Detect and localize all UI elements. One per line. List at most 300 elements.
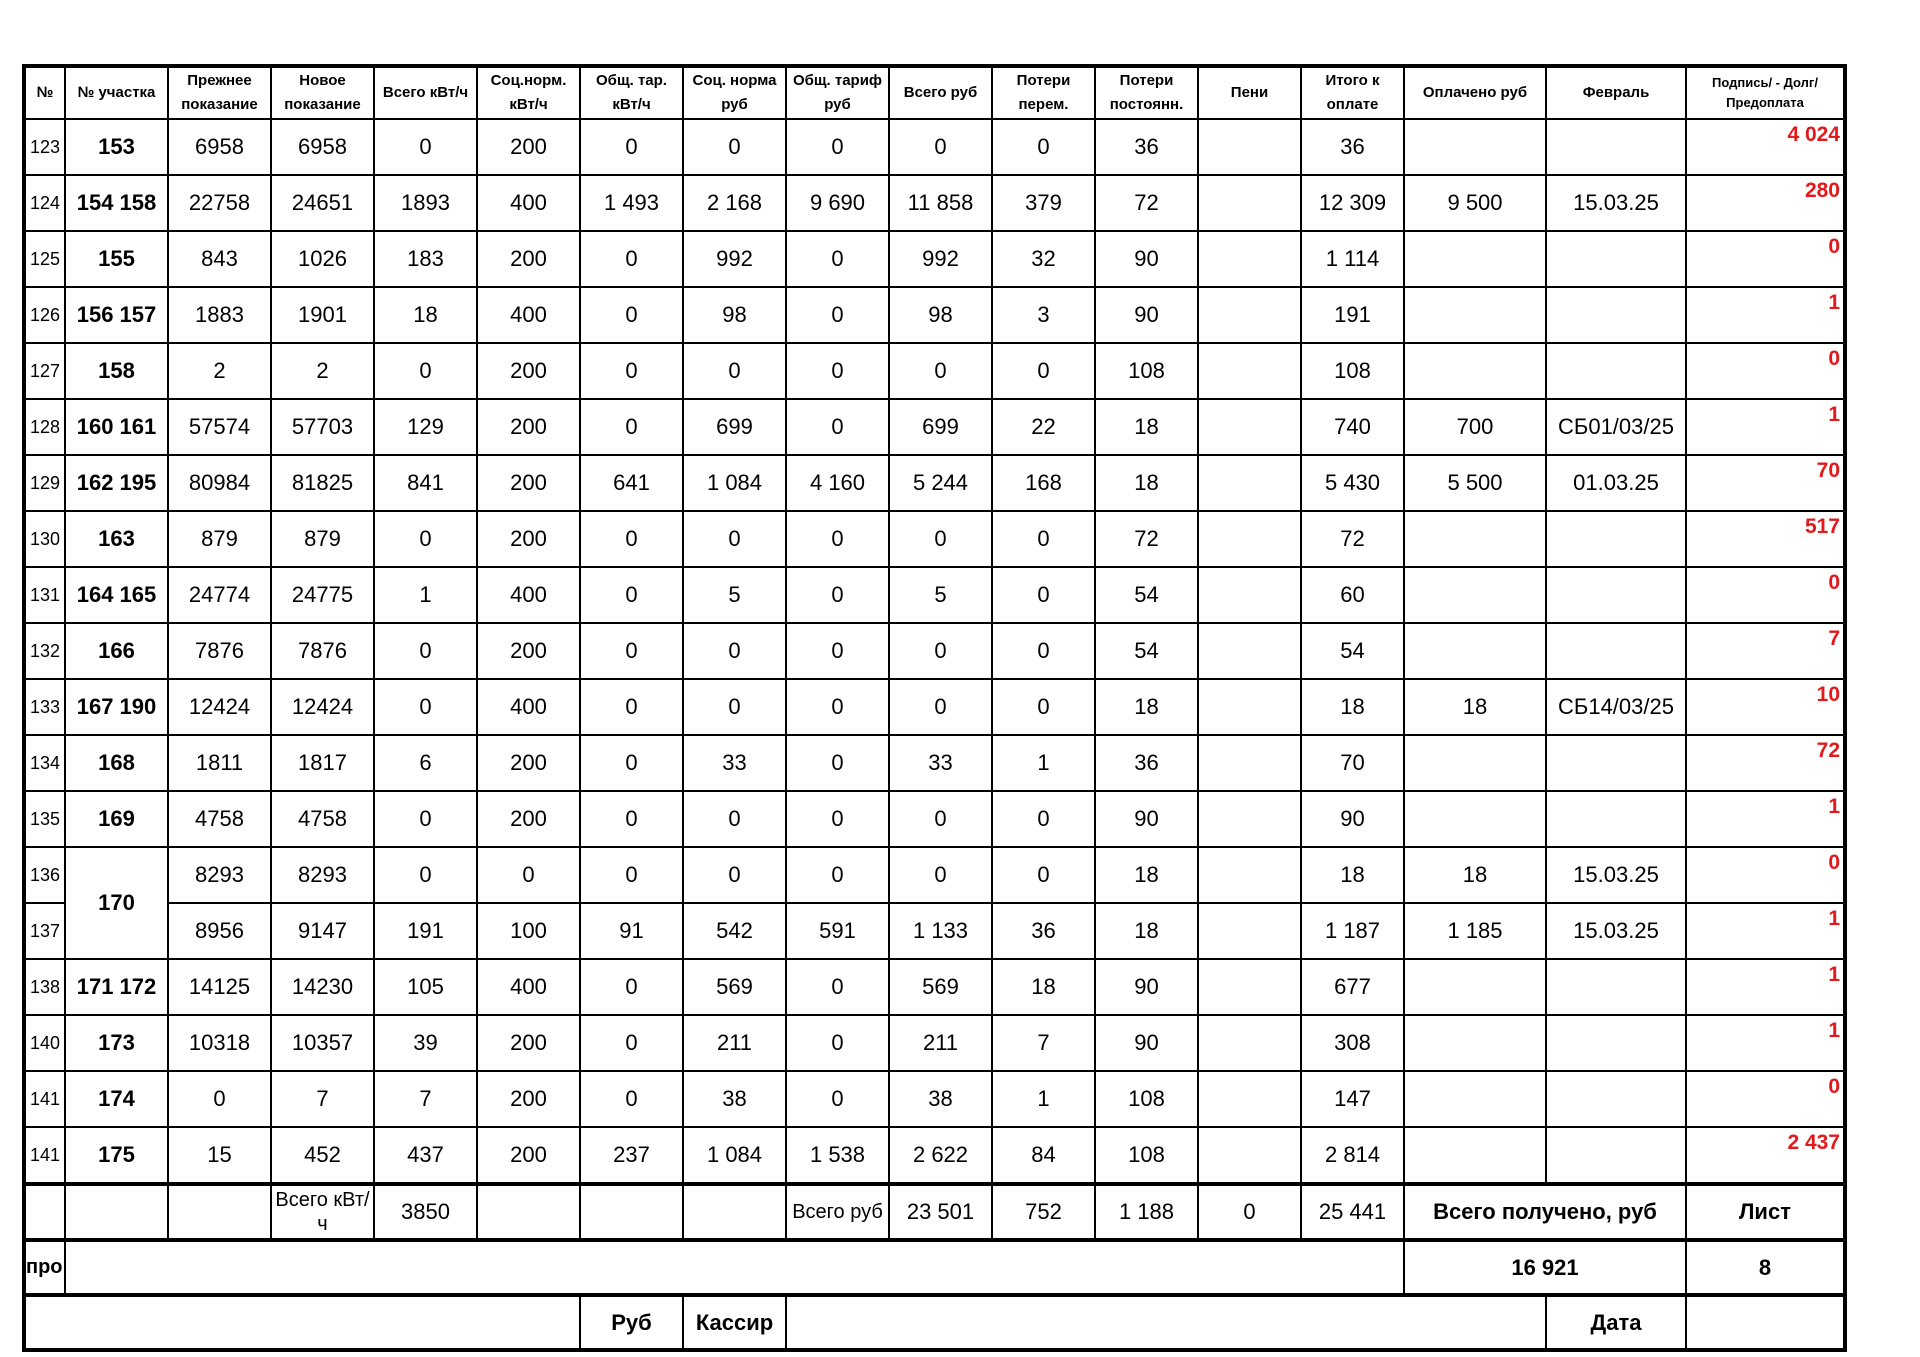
cell-gen-tar-rub: 0: [786, 287, 889, 343]
cell-total-rub: 569: [889, 959, 992, 1015]
cell-gen-tar-rub: 0: [786, 567, 889, 623]
cell-soc-norm-rub: 0: [683, 623, 786, 679]
cell-total-rub: 0: [889, 679, 992, 735]
cell-plot: 160 161: [65, 399, 168, 455]
cell-debt: 0: [1686, 847, 1845, 903]
cell-loss-const: 36: [1095, 119, 1198, 175]
cell-new: 8293: [271, 847, 374, 903]
cell-soc-norm-kwh: 200: [477, 1071, 580, 1127]
cell-plot: 168: [65, 735, 168, 791]
cell-gen-tar-kwh: 0: [580, 959, 683, 1015]
cell-total-rub: 5: [889, 567, 992, 623]
cell-gen-tar-kwh: 0: [580, 231, 683, 287]
cell-total-kwh: 1893: [374, 175, 477, 231]
cell-loss-var: 0: [992, 343, 1095, 399]
table-row: [24, 119, 1845, 175]
cell-new: 1901: [271, 287, 374, 343]
cell-due: 54: [1301, 623, 1404, 679]
cell-gen-tar-rub: 591: [786, 903, 889, 959]
cell-total-kwh: 1: [374, 567, 477, 623]
cell-soc-norm-kwh: 200: [477, 735, 580, 791]
cell-soc-norm-kwh: 200: [477, 1015, 580, 1071]
cell-debt: 517: [1686, 511, 1845, 567]
cell-total-rub: 0: [889, 623, 992, 679]
cell-paid: [1404, 623, 1546, 679]
cell-loss-const: 108: [1095, 1127, 1198, 1184]
cell-loss-var: 0: [992, 511, 1095, 567]
cell-soc-norm-rub: 5: [683, 567, 786, 623]
cell-gen-tar-rub: 0: [786, 791, 889, 847]
cell-soc-norm-rub: 98: [683, 287, 786, 343]
cell-gen-tar-rub: 0: [786, 679, 889, 735]
cell-due: 1 187: [1301, 903, 1404, 959]
cell-prev: 843: [168, 231, 271, 287]
cell-loss-var: 0: [992, 567, 1095, 623]
table-row: [24, 455, 1845, 511]
summary-sheet-label: Лист: [1686, 1184, 1845, 1240]
cell-prev: 7876: [168, 623, 271, 679]
cell-soc-norm-rub: 569: [683, 959, 786, 1015]
cell-paid: 18: [1404, 679, 1546, 735]
cell-gen-tar-rub: 0: [786, 399, 889, 455]
summary-empty: [65, 1184, 168, 1240]
cell-num: 136: [24, 847, 65, 903]
cell-new: 1026: [271, 231, 374, 287]
cell-total-kwh: 129: [374, 399, 477, 455]
cell-soc-norm-kwh: 200: [477, 1127, 580, 1184]
col-loss-const: Потери постоянн.: [1095, 66, 1198, 119]
col-total-kwh: Всего кВт/ч: [374, 66, 477, 119]
cell-debt: 0: [1686, 343, 1845, 399]
cell-date: 15.03.25: [1546, 175, 1686, 231]
cell-loss-var: 0: [992, 791, 1095, 847]
cell-num: 125: [24, 231, 65, 287]
table-row: [24, 399, 1845, 455]
sheet-number: 8: [1686, 1240, 1845, 1295]
cell-total-rub: 0: [889, 791, 992, 847]
cell-total-rub: 0: [889, 119, 992, 175]
summary-loss-const: 1 188: [1095, 1184, 1198, 1240]
sig-date-field: [1686, 1295, 1845, 1350]
cell-new: 12424: [271, 679, 374, 735]
cell-soc-norm-rub: 0: [683, 119, 786, 175]
sig-cashier-label: Кассир: [683, 1295, 786, 1350]
cell-soc-norm-rub: 1 084: [683, 455, 786, 511]
cell-due: 12 309: [1301, 175, 1404, 231]
cell-loss-var: 84: [992, 1127, 1095, 1184]
cell-loss-const: 72: [1095, 511, 1198, 567]
cell-penalty: [1198, 567, 1301, 623]
received-total: 16 921: [1404, 1240, 1686, 1295]
cell-total-kwh: 841: [374, 455, 477, 511]
cell-due: 72: [1301, 511, 1404, 567]
cell-penalty: [1198, 791, 1301, 847]
cell-soc-norm-kwh: 200: [477, 455, 580, 511]
summary-received-label: Всего получено, руб: [1404, 1184, 1686, 1240]
cell-loss-const: 18: [1095, 903, 1198, 959]
cell-loss-const: 18: [1095, 455, 1198, 511]
col-paid: Оплачено руб: [1404, 66, 1546, 119]
table-row: [24, 623, 1845, 679]
cell-date: [1546, 791, 1686, 847]
cell-due: 18: [1301, 679, 1404, 735]
cell-num: 124: [24, 175, 65, 231]
cell-prev: 14125: [168, 959, 271, 1015]
table-row: [24, 231, 1845, 287]
table-row: [24, 735, 1845, 791]
cell-plot: 171 172: [65, 959, 168, 1015]
cell-soc-norm-kwh: 100: [477, 903, 580, 959]
cell-gen-tar-rub: 0: [786, 847, 889, 903]
cell-due: 90: [1301, 791, 1404, 847]
cell-date: 01.03.25: [1546, 455, 1686, 511]
cell-prev: 6958: [168, 119, 271, 175]
cell-soc-norm-rub: 0: [683, 343, 786, 399]
cell-soc-norm-rub: 33: [683, 735, 786, 791]
cell-penalty: [1198, 455, 1301, 511]
cell-gen-tar-rub: 0: [786, 119, 889, 175]
summary-total-kwh-label: Всего кВт/ч: [271, 1184, 374, 1240]
cell-debt: 280: [1686, 175, 1845, 231]
cell-num: 133: [24, 679, 65, 735]
cell-debt: 1: [1686, 399, 1845, 455]
cell-new: 9147: [271, 903, 374, 959]
cell-loss-const: 72: [1095, 175, 1198, 231]
cell-new: 57703: [271, 399, 374, 455]
cell-new: 24775: [271, 567, 374, 623]
cell-total-rub: 33: [889, 735, 992, 791]
cell-loss-var: 3: [992, 287, 1095, 343]
cell-gen-tar-kwh: 0: [580, 791, 683, 847]
cell-date: [1546, 1127, 1686, 1184]
cell-soc-norm-kwh: 200: [477, 623, 580, 679]
cell-soc-norm-rub: 2 168: [683, 175, 786, 231]
table-row: [24, 567, 1845, 623]
cell-num: 137: [24, 903, 65, 959]
table-row: [24, 959, 1845, 1015]
cell-num: 134: [24, 735, 65, 791]
cell-penalty: [1198, 287, 1301, 343]
cell-penalty: [1198, 1015, 1301, 1071]
cell-gen-tar-kwh: 0: [580, 623, 683, 679]
col-total-rub: Всего руб: [889, 66, 992, 119]
cell-loss-var: 18: [992, 959, 1095, 1015]
cell-prev: 22758: [168, 175, 271, 231]
cell-total-rub: 11 858: [889, 175, 992, 231]
pro-empty: [65, 1240, 1404, 1295]
cell-gen-tar-kwh: 1 493: [580, 175, 683, 231]
cell-total-rub: 5 244: [889, 455, 992, 511]
cell-loss-const: 36: [1095, 735, 1198, 791]
cell-loss-const: 18: [1095, 679, 1198, 735]
cell-paid: [1404, 567, 1546, 623]
cell-paid: [1404, 791, 1546, 847]
cell-total-rub: 98: [889, 287, 992, 343]
data-rows: [24, 119, 1845, 1184]
table-row: [24, 287, 1845, 343]
cell-total-rub: 1 133: [889, 903, 992, 959]
cell-soc-norm-kwh: 200: [477, 399, 580, 455]
cell-plot: 153: [65, 119, 168, 175]
cell-new: 7876: [271, 623, 374, 679]
cell-plot: 170: [65, 847, 168, 959]
table-row: [24, 1127, 1845, 1184]
cell-date: [1546, 231, 1686, 287]
cell-soc-norm-kwh: 200: [477, 791, 580, 847]
cell-paid: 700: [1404, 399, 1546, 455]
cell-soc-norm-rub: 542: [683, 903, 786, 959]
cell-loss-const: 90: [1095, 287, 1198, 343]
cell-prev: 8293: [168, 847, 271, 903]
cell-total-kwh: 39: [374, 1015, 477, 1071]
cell-new: 4758: [271, 791, 374, 847]
cell-penalty: [1198, 1071, 1301, 1127]
cell-penalty: [1198, 735, 1301, 791]
cell-date: СБ01/03/25: [1546, 399, 1686, 455]
cell-paid: [1404, 1015, 1546, 1071]
cell-date: [1546, 1015, 1686, 1071]
col-soc-norm-kwh: Соц.норм. кВт/ч: [477, 66, 580, 119]
cell-penalty: [1198, 343, 1301, 399]
cell-penalty: [1198, 679, 1301, 735]
cell-plot: 163: [65, 511, 168, 567]
cell-total-rub: 699: [889, 399, 992, 455]
cell-prev: 4758: [168, 791, 271, 847]
cell-loss-var: 0: [992, 623, 1095, 679]
cell-total-kwh: 0: [374, 511, 477, 567]
sig-cashier-field: [786, 1295, 1546, 1350]
cell-due: 740: [1301, 399, 1404, 455]
cell-plot: 174: [65, 1071, 168, 1127]
cell-new: 2: [271, 343, 374, 399]
cell-paid: [1404, 1127, 1546, 1184]
cell-loss-const: 90: [1095, 1015, 1198, 1071]
cell-soc-norm-kwh: 400: [477, 287, 580, 343]
summary-empty: [683, 1184, 786, 1240]
cell-due: 677: [1301, 959, 1404, 1015]
col-month: Февраль: [1546, 66, 1686, 119]
cell-plot: 175: [65, 1127, 168, 1184]
cell-total-rub: 2 622: [889, 1127, 992, 1184]
cell-loss-const: 90: [1095, 791, 1198, 847]
cell-gen-tar-kwh: 0: [580, 567, 683, 623]
col-prev: Прежнее показание: [168, 66, 271, 119]
cell-prev: 12424: [168, 679, 271, 735]
cell-loss-const: 18: [1095, 847, 1198, 903]
cell-due: 308: [1301, 1015, 1404, 1071]
cell-prev: 1883: [168, 287, 271, 343]
cell-total-kwh: 0: [374, 623, 477, 679]
cell-due: 1 114: [1301, 231, 1404, 287]
col-loss-var: Потери перем.: [992, 66, 1095, 119]
cell-total-kwh: 0: [374, 119, 477, 175]
cell-gen-tar-rub: 0: [786, 959, 889, 1015]
cell-total-kwh: 437: [374, 1127, 477, 1184]
cell-plot: 166: [65, 623, 168, 679]
cell-date: 15.03.25: [1546, 847, 1686, 903]
summary-due: 25 441: [1301, 1184, 1404, 1240]
cell-total-kwh: 18: [374, 287, 477, 343]
cell-num: 141: [24, 1071, 65, 1127]
cell-loss-var: 32: [992, 231, 1095, 287]
cell-penalty: [1198, 231, 1301, 287]
cell-loss-var: 168: [992, 455, 1095, 511]
cell-plot: 173: [65, 1015, 168, 1071]
cell-total-kwh: 0: [374, 679, 477, 735]
cell-penalty: [1198, 175, 1301, 231]
cell-loss-const: 90: [1095, 231, 1198, 287]
cell-paid: 1 185: [1404, 903, 1546, 959]
table-row: [24, 175, 1845, 231]
cell-num: 128: [24, 399, 65, 455]
cell-due: 70: [1301, 735, 1404, 791]
cell-soc-norm-rub: 0: [683, 511, 786, 567]
summary-total-rub-label: Всего руб: [786, 1184, 889, 1240]
cell-gen-tar-rub: 9 690: [786, 175, 889, 231]
cell-gen-tar-kwh: 0: [580, 735, 683, 791]
cell-gen-tar-kwh: 0: [580, 847, 683, 903]
cell-debt: 0: [1686, 1071, 1845, 1127]
cell-plot: 169: [65, 791, 168, 847]
cell-gen-tar-kwh: 0: [580, 511, 683, 567]
cell-new: 879: [271, 511, 374, 567]
signature-row: [24, 1295, 1845, 1350]
cell-loss-var: 22: [992, 399, 1095, 455]
cell-prev: 8956: [168, 903, 271, 959]
cell-debt: 1: [1686, 903, 1845, 959]
cell-penalty: [1198, 119, 1301, 175]
cell-new: 14230: [271, 959, 374, 1015]
cell-penalty: [1198, 399, 1301, 455]
cell-penalty: [1198, 847, 1301, 903]
cell-soc-norm-rub: 38: [683, 1071, 786, 1127]
cell-paid: [1404, 735, 1546, 791]
cell-gen-tar-rub: 0: [786, 1015, 889, 1071]
cell-loss-var: 0: [992, 679, 1095, 735]
cell-plot: 167 190: [65, 679, 168, 735]
cell-prev: 57574: [168, 399, 271, 455]
cell-new: 10357: [271, 1015, 374, 1071]
sig-empty: [24, 1295, 580, 1350]
cell-soc-norm-rub: 0: [683, 791, 786, 847]
cell-soc-norm-kwh: 400: [477, 567, 580, 623]
cell-gen-tar-kwh: 91: [580, 903, 683, 959]
col-plot: № участка: [65, 66, 168, 119]
cell-total-kwh: 0: [374, 343, 477, 399]
cell-penalty: [1198, 623, 1301, 679]
table-row: [24, 847, 1845, 903]
col-gen-tar-rub: Общ. тариф руб: [786, 66, 889, 119]
cell-total-rub: 0: [889, 847, 992, 903]
cell-soc-norm-kwh: 200: [477, 119, 580, 175]
cell-soc-norm-rub: 0: [683, 679, 786, 735]
cell-paid: [1404, 343, 1546, 399]
cell-num: 127: [24, 343, 65, 399]
cell-due: 147: [1301, 1071, 1404, 1127]
cell-new: 1817: [271, 735, 374, 791]
cell-total-kwh: 6: [374, 735, 477, 791]
cell-debt: 2 437: [1686, 1127, 1845, 1184]
cell-gen-tar-rub: 0: [786, 735, 889, 791]
cell-num: 129: [24, 455, 65, 511]
cell-due: 18: [1301, 847, 1404, 903]
cell-date: [1546, 567, 1686, 623]
summary-empty: [168, 1184, 271, 1240]
cell-plot: 156 157: [65, 287, 168, 343]
cell-total-rub: 211: [889, 1015, 992, 1071]
cell-gen-tar-rub: 0: [786, 511, 889, 567]
cell-date: [1546, 119, 1686, 175]
cell-total-rub: 0: [889, 343, 992, 399]
cell-soc-norm-rub: 699: [683, 399, 786, 455]
cell-debt: 10: [1686, 679, 1845, 735]
cell-total-rub: 0: [889, 511, 992, 567]
cell-gen-tar-rub: 1 538: [786, 1127, 889, 1184]
cell-plot: 154 158: [65, 175, 168, 231]
cell-prev: 15: [168, 1127, 271, 1184]
summary-loss-var: 752: [992, 1184, 1095, 1240]
table-row: [24, 679, 1845, 735]
cell-num: 141: [24, 1127, 65, 1184]
cell-due: 108: [1301, 343, 1404, 399]
cell-total-kwh: 105: [374, 959, 477, 1015]
cell-gen-tar-rub: 0: [786, 623, 889, 679]
cell-prev: 80984: [168, 455, 271, 511]
cell-date: [1546, 287, 1686, 343]
cell-date: СБ14/03/25: [1546, 679, 1686, 735]
cell-plot: 155: [65, 231, 168, 287]
cell-debt: 1: [1686, 287, 1845, 343]
sig-rub-label: Руб: [580, 1295, 683, 1350]
col-soc-norm-rub: Соц. норма руб: [683, 66, 786, 119]
cell-total-rub: 992: [889, 231, 992, 287]
summary-empty: [580, 1184, 683, 1240]
summary-total-kwh: 3850: [374, 1184, 477, 1240]
cell-new: 7: [271, 1071, 374, 1127]
cell-paid: [1404, 511, 1546, 567]
cell-date: [1546, 735, 1686, 791]
cell-soc-norm-rub: 992: [683, 231, 786, 287]
cell-debt: 1: [1686, 1015, 1845, 1071]
cell-gen-tar-kwh: 0: [580, 399, 683, 455]
cell-loss-const: 18: [1095, 399, 1198, 455]
cell-paid: [1404, 1071, 1546, 1127]
cell-gen-tar-kwh: 0: [580, 1071, 683, 1127]
cell-num: 126: [24, 287, 65, 343]
cell-penalty: [1198, 959, 1301, 1015]
col-sign: Подпись/ - Долг/Предоплата: [1686, 66, 1845, 119]
cell-gen-tar-rub: 0: [786, 231, 889, 287]
cell-loss-const: 90: [1095, 959, 1198, 1015]
cell-date: 15.03.25: [1546, 903, 1686, 959]
cell-gen-tar-kwh: 0: [580, 1015, 683, 1071]
table-row: [24, 1071, 1845, 1127]
summary-row: [24, 1184, 1845, 1240]
cell-date: [1546, 343, 1686, 399]
cell-num: 132: [24, 623, 65, 679]
cell-debt: 0: [1686, 231, 1845, 287]
cell-num: 130: [24, 511, 65, 567]
cell-total-kwh: 0: [374, 847, 477, 903]
cell-total-kwh: 191: [374, 903, 477, 959]
payment-sheet-table: [22, 64, 1847, 1352]
cell-soc-norm-rub: 0: [683, 847, 786, 903]
cell-plot: 164 165: [65, 567, 168, 623]
summary-empty: [24, 1184, 65, 1240]
cell-soc-norm-kwh: 200: [477, 231, 580, 287]
summary-penalty: 0: [1198, 1184, 1301, 1240]
summary-total-rub: 23 501: [889, 1184, 992, 1240]
